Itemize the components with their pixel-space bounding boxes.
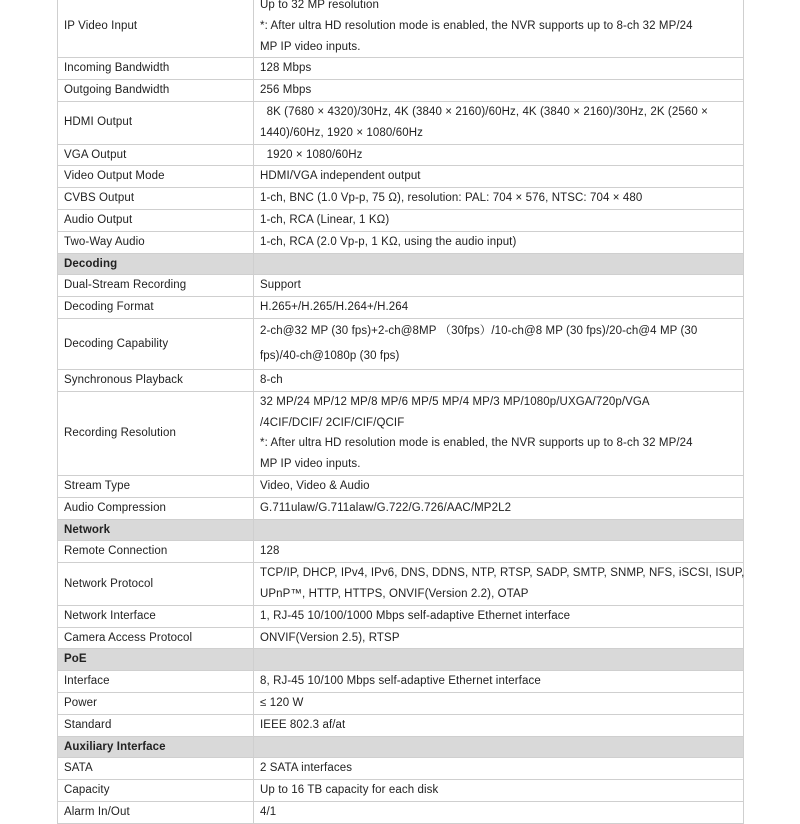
spec-label: SATA — [58, 758, 254, 780]
spec-row — [58, 541, 744, 563]
spec-row — [58, 801, 744, 823]
spec-value — [254, 692, 744, 714]
spec-row — [58, 369, 744, 391]
spec-row — [58, 188, 744, 210]
spec-value — [254, 58, 744, 80]
section-title: Auxiliary Interface — [58, 736, 254, 758]
spec-value-line: 128 Mbps — [260, 62, 312, 75]
spec-value-line: 8K (7680 × 4320)/30Hz, 4K (3840 × 2160)/60Hz, 4K (3840 × 2160)/30Hz, 2K (2560 × — [260, 105, 708, 118]
spec-value — [254, 497, 744, 519]
spec-row — [58, 780, 744, 802]
spec-value-line: 1, RJ-45 10/100/1000 Mbps self-adaptive Ethernet interface — [260, 609, 571, 622]
section-header-row — [58, 519, 744, 541]
spec-value-line: TCP/IP, DHCP, IPv4, IPv6, DNS, DDNS, NTP, RTSP, SADP, SMTP, SNMP, NFS, iSCSI, ISUP, — [260, 567, 745, 580]
spec-value — [254, 627, 744, 649]
specification-table-body — [58, 0, 744, 823]
spec-label: Alarm In/Out — [58, 801, 254, 823]
spec-label: Decoding Format — [58, 297, 254, 319]
spec-value-line: 1-ch, RCA (Linear, 1 KΩ) — [260, 213, 390, 226]
spec-value — [254, 475, 744, 497]
spec-row — [58, 627, 744, 649]
spec-label: Standard — [58, 714, 254, 736]
spec-row — [58, 318, 744, 369]
spec-value-line: 1440)/60Hz, 1920 × 1080/60Hz — [260, 126, 423, 139]
spec-value-line: 32 MP/24 MP/12 MP/8 MP/6 MP/5 MP/4 MP/3 MP/1080p/UXGA/720p/VGA — [260, 395, 650, 408]
spec-value — [254, 209, 744, 231]
spec-value-line: Up to 16 TB capacity for each disk — [260, 784, 439, 797]
spec-label: Synchronous Playback — [58, 369, 254, 391]
spec-value — [254, 275, 744, 297]
spec-label: Power — [58, 692, 254, 714]
spec-value-line: 1920 × 1080/60Hz — [260, 148, 363, 161]
section-header-row — [58, 649, 744, 671]
spec-row — [58, 80, 744, 102]
spec-value — [254, 541, 744, 563]
spec-value — [254, 801, 744, 823]
spec-label: Camera Access Protocol — [58, 627, 254, 649]
spec-row — [58, 166, 744, 188]
spec-value — [254, 144, 744, 166]
spec-value-line: fps)/40-ch@1080p (30 fps) — [260, 349, 400, 362]
spec-label: CVBS Output — [58, 188, 254, 210]
spec-value-line: 1-ch, BNC (1.0 Vp-p, 75 Ω), resolution: PAL: 704 × 576, NTSC: 704 × 480 — [260, 192, 643, 205]
spec-value — [254, 188, 744, 210]
spec-label: VGA Output — [58, 144, 254, 166]
spec-value-line: H.265+/H.265/H.264+/H.264 — [260, 301, 409, 314]
spec-row — [58, 563, 744, 606]
spec-value-line: *: After ultra HD resolution mode is enabled, the NVR supports up to 8-ch 32 MP/24 — [260, 437, 693, 450]
spec-row — [58, 58, 744, 80]
spec-label: Interface — [58, 671, 254, 693]
spec-value-line: MP IP video inputs. — [260, 40, 361, 53]
spec-value-line: 4/1 — [260, 805, 277, 818]
spec-label: Stream Type — [58, 475, 254, 497]
spec-row — [58, 101, 744, 144]
spec-label: Network Protocol — [58, 563, 254, 606]
spec-value — [254, 391, 744, 475]
spec-value-line: 1-ch, RCA (2.0 Vp-p, 1 KΩ, using the audio input) — [260, 235, 517, 248]
spec-row — [58, 391, 744, 475]
spec-value-line: 256 Mbps — [260, 84, 312, 97]
spec-value-line: Up to 32 MP resolution — [260, 0, 379, 11]
section-title: Decoding — [58, 253, 254, 275]
spec-row — [58, 714, 744, 736]
spec-value — [254, 0, 744, 58]
spec-label: IP Video Input — [58, 0, 254, 58]
spec-label: Decoding Capability — [58, 318, 254, 369]
spec-row — [58, 671, 744, 693]
spec-value-line: Video, Video & Audio — [260, 479, 370, 492]
spec-value — [254, 369, 744, 391]
spec-row — [58, 144, 744, 166]
spec-value-line: HDMI/VGA independent output — [260, 170, 421, 183]
spec-value-line: *: After ultra HD resolution mode is enabled, the NVR supports up to 8-ch 32 MP/24 — [260, 19, 693, 32]
spec-value-line: ≤ 120 W — [260, 696, 304, 709]
spec-value — [254, 780, 744, 802]
spec-row — [58, 758, 744, 780]
spec-value-line: IEEE 802.3 af/at — [260, 718, 346, 731]
spec-value — [254, 166, 744, 188]
spec-value-line: 2 SATA interfaces — [260, 762, 353, 775]
section-header-row — [58, 253, 744, 275]
section-title: PoE — [58, 649, 254, 671]
section-header-fill — [254, 649, 744, 671]
spec-row — [58, 297, 744, 319]
spec-value — [254, 563, 744, 606]
spec-value — [254, 80, 744, 102]
section-header-fill — [254, 253, 744, 275]
spec-label: Capacity — [58, 780, 254, 802]
spec-value — [254, 101, 744, 144]
spec-label: HDMI Output — [58, 101, 254, 144]
spec-value-line: 8, RJ-45 10/100 Mbps self-adaptive Ethernet interface — [260, 675, 541, 688]
section-header-row — [58, 736, 744, 758]
spec-label: Audio Output — [58, 209, 254, 231]
spec-value-line: /4CIF/DCIF/ 2CIF/CIF/QCIF — [260, 416, 405, 429]
spec-value — [254, 231, 744, 253]
spec-label: Incoming Bandwidth — [58, 58, 254, 80]
spec-label: Remote Connection — [58, 541, 254, 563]
spec-row — [58, 231, 744, 253]
spec-value-line: 8-ch — [260, 373, 283, 386]
section-header-fill — [254, 519, 744, 541]
spec-label: Network Interface — [58, 605, 254, 627]
spec-value — [254, 671, 744, 693]
spec-row — [58, 209, 744, 231]
spec-row — [58, 275, 744, 297]
spec-value — [254, 297, 744, 319]
spec-value-line: MP IP video inputs. — [260, 458, 361, 471]
spec-label: Audio Compression — [58, 497, 254, 519]
spec-value-line: Support — [260, 279, 301, 292]
spec-value-line: 128 — [260, 545, 280, 558]
spec-row — [58, 0, 744, 58]
spec-row — [58, 497, 744, 519]
spec-value-line: 2-ch@32 MP (30 fps)+2-ch@8MP （30fps）/10-ch@8 MP (30 fps)/20-ch@4 MP (30 — [260, 324, 698, 337]
spec-row — [58, 692, 744, 714]
spec-value — [254, 605, 744, 627]
section-title: Network — [58, 519, 254, 541]
spec-label: Outgoing Bandwidth — [58, 80, 254, 102]
specification-table — [57, 0, 744, 824]
spec-value-line: ONVIF(Version 2.5), RTSP — [260, 631, 400, 644]
spec-label: Dual-Stream Recording — [58, 275, 254, 297]
spec-value — [254, 318, 744, 369]
spec-row — [58, 475, 744, 497]
spec-row — [58, 605, 744, 627]
spec-label: Two-Way Audio — [58, 231, 254, 253]
spec-value — [254, 714, 744, 736]
spec-value-line: UPnP™, HTTP, HTTPS, ONVIF(Version 2.2), OTAP — [260, 587, 529, 600]
spec-value — [254, 758, 744, 780]
spec-sheet — [57, 0, 743, 824]
section-header-fill — [254, 736, 744, 758]
spec-value-line: G.711ulaw/G.711alaw/G.722/G.726/AAC/MP2L2 — [260, 501, 512, 514]
spec-label: Recording Resolution — [58, 391, 254, 475]
spec-label: Video Output Mode — [58, 166, 254, 188]
